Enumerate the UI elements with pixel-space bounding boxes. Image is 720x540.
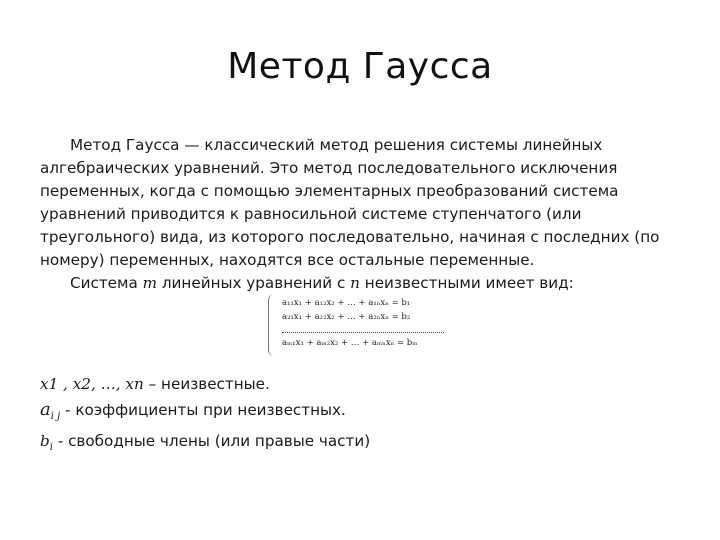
free-term-subscript: i — [49, 442, 53, 454]
equation-row-m: aₘ₁x₁ + aₘ₂x₂ + … + aₘₙxₙ = bₘ — [282, 338, 418, 348]
system-intro-paragraph — [40, 272, 680, 295]
free-terms-description: - свободные члены (или правые части) — [52, 432, 371, 451]
definition-coefficients — [40, 397, 680, 429]
system-intro-mid: линейных уравнений с — [157, 274, 351, 292]
intro-paragraph: Метод Гаусса — классический метод решения системы линейных алгебраических уравнений. Это метод последовательного исключения переменных, когда с помощью элементарных преобразований система уравнений приводится к равносильной системе ступенчатого (или треугольного) вида, из которого последовательно, начиная с последних (по номеру) переменных, находятся все остальные переменные. — [40, 136, 660, 269]
slide-body — [40, 134, 680, 295]
coefficient-symbol: a — [40, 399, 51, 420]
unknowns-description: – неизвестные. — [143, 375, 270, 393]
equation-system — [276, 294, 448, 358]
free-term-symbol: b — [40, 432, 50, 451]
coefficients-description: - коэффициенты при неизвестных. — [60, 401, 346, 419]
system-brace — [268, 294, 275, 356]
definition-unknowns — [40, 372, 680, 397]
variable-n: n — [350, 274, 360, 292]
equation-ellipsis-line — [282, 332, 444, 333]
unknowns-symbol: x1 , x2, …, xn — [40, 375, 144, 393]
equation-row-2: a₂₁x₁ + a₂₂x₂ + … + a₂ₙxₙ = b₂ — [282, 312, 411, 322]
system-intro-suffix: неизвестными имеет вид: — [359, 274, 574, 292]
definitions — [40, 372, 680, 460]
slide-title: Метод Гаусса — [227, 46, 493, 87]
system-intro-prefix: Система — [70, 274, 143, 292]
equation-row-1: a₁₁x₁ + a₁₂x₂ + … + a₁ₙxₙ = b₁ — [282, 298, 411, 308]
variable-m: m — [142, 274, 158, 292]
definition-free-terms — [40, 429, 680, 460]
coefficient-subscript: i j — [50, 411, 61, 423]
